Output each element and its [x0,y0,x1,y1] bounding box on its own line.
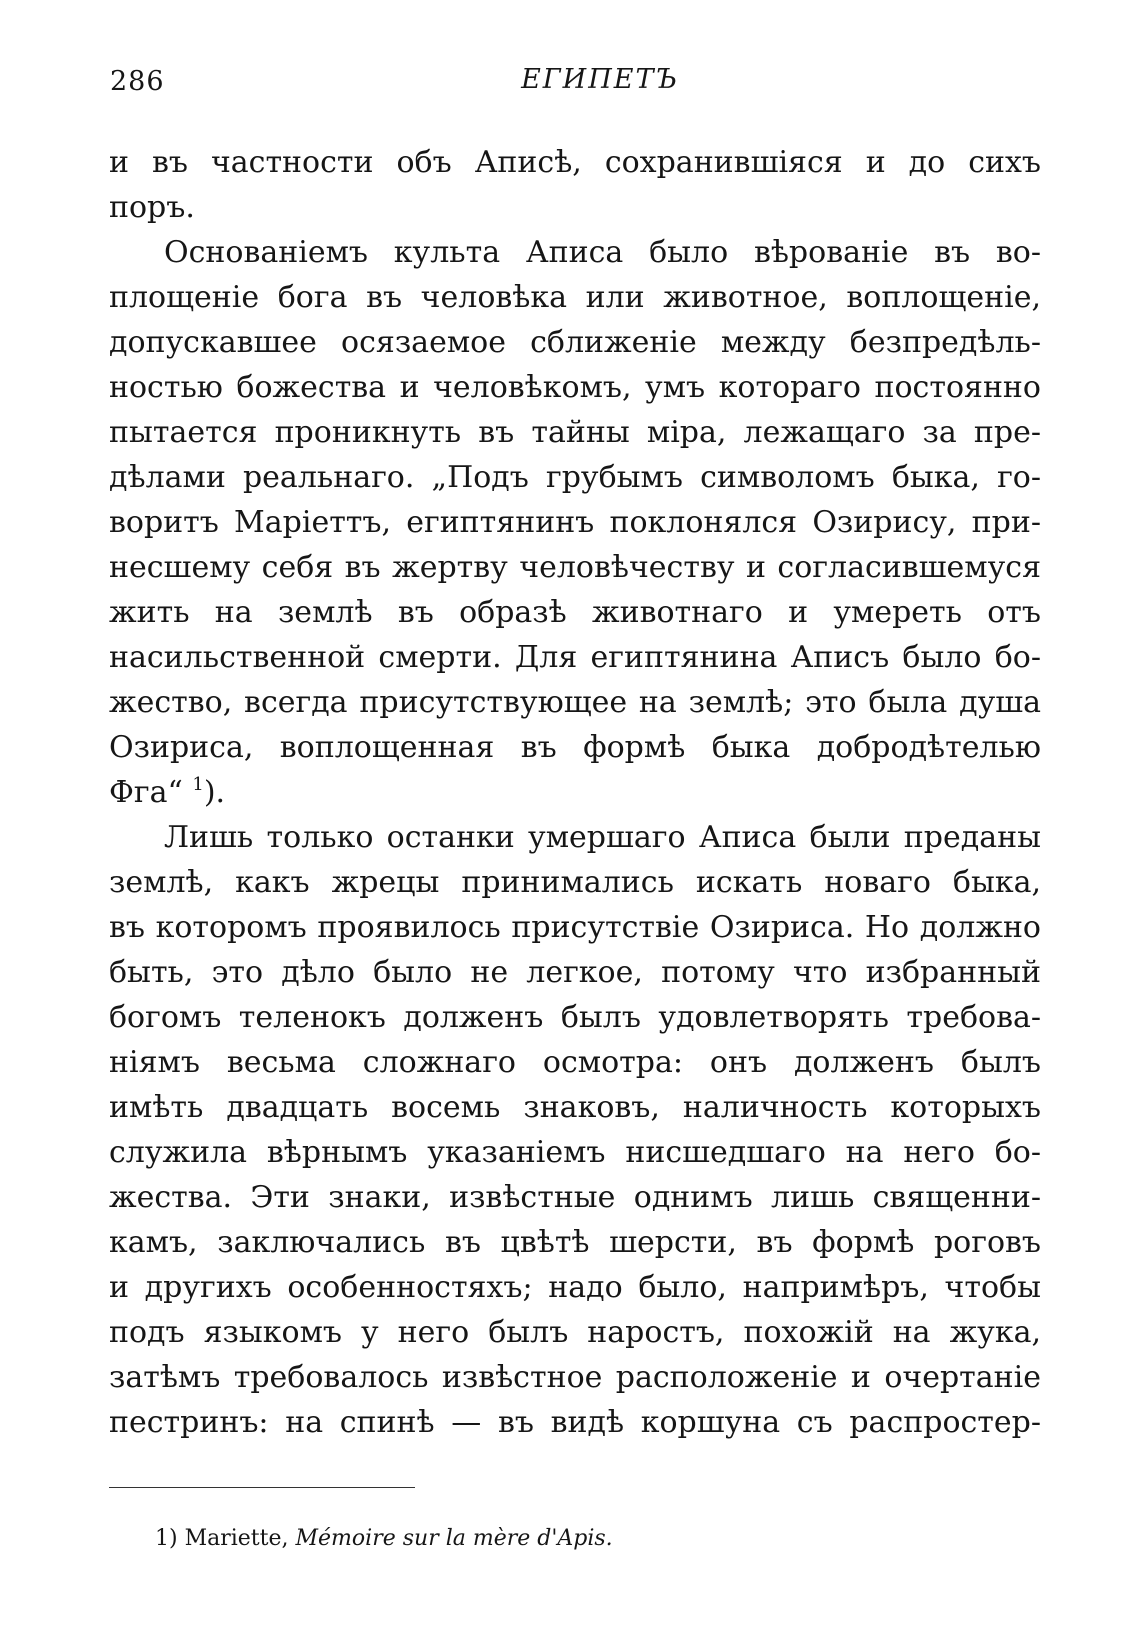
text-line: въ которомъ проявилось присутствіе Озириса. Но должно [109,910,1041,945]
text-line: насильственной смерти. Для египтянина Аписъ было бо- [109,640,1041,675]
line-text: Фга“ [109,775,183,810]
text-line: жество, всегда присутствующее на землѣ; это была душа [109,685,1041,720]
text-line: землѣ, какъ жрецы принимались искать новаго быка, [109,865,1041,900]
footnote-reference[interactable]: 1 [192,774,204,795]
text-line: ностью божества и человѣкомъ, умъ котораго постоянно [109,370,1041,405]
text-line [109,770,1041,815]
text-line: ніямъ весьма сложнаго осмотра: онъ долженъ былъ [109,1045,1041,1080]
footnote-divider [109,1487,415,1488]
text-line: затѣмъ требовалось извѣстное расположеніе и очертаніе [109,1360,1041,1395]
text-line: пестринъ: на спинѣ — въ видѣ коршуна съ распростер- [109,1405,1041,1440]
page-number: 286 [110,66,165,97]
text-line: пытается проникнуть въ тайны міра, лежащаго за пре- [109,415,1041,450]
text-line: и другихъ особенностяхъ; надо было, напримѣръ, чтобы [109,1270,1041,1305]
text-line: несшему себя въ жертву человѣчеству и согласившемуся [109,550,1041,585]
text-line: Лишь только останки умершаго Аписа были преданы [164,820,1041,855]
text-line: богомъ теленокъ долженъ былъ удовлетворять требова- [109,1000,1041,1035]
line-text-end: ). [203,775,226,810]
text-line: допускавшее осязаемое сближеніе между безпредѣль- [109,325,1041,360]
text-line: Основаніемъ культа Аписа было вѣрованіе въ во- [164,235,1041,270]
text-line: жить на землѣ въ образѣ животнаго и умереть отъ [109,595,1041,630]
text-line: служила вѣрнымъ указаніемъ нисшедшаго на него бо- [109,1135,1041,1170]
text-line: дѣлами реальнаго. „Подъ грубымъ символомъ быка, го- [109,460,1041,495]
text-line: площеніе бога въ человѣка или животное, воплощеніе, [109,280,1041,315]
footnote [155,1524,613,1554]
text-line: и въ частности объ Аписѣ, сохранившіяся и до сихъ [109,145,1041,180]
text-line: быть, это дѣло было не легкое, потому что избранный [109,955,1041,990]
text-line: жества. Эти знаки, извѣстные однимъ лишь священни- [109,1180,1041,1215]
text-line: Озириса, воплощенная въ формѣ быка добродѣтелью [109,730,1041,765]
text-line: камъ, заключались въ цвѣтѣ шерсти, въ формѣ роговъ [109,1225,1041,1260]
body-text [109,140,1041,1445]
text-line: воритъ Маріеттъ, египтянинъ поклонялся Озирису, при- [109,505,1041,540]
text-line: подъ языкомъ у него былъ наростъ, похожій на жука, [109,1315,1041,1350]
text-line: поръ. [109,190,195,225]
footnote-title: Mémoire sur la mère d'Apis. [295,1526,613,1551]
footnote-marker: 1) [155,1526,178,1551]
running-title: ЕГИПЕТЪ [521,64,679,95]
footnote-author: Mariette, [184,1526,289,1551]
text-line: имѣть двадцать восемь знаковъ, наличность которыхъ [109,1090,1041,1125]
